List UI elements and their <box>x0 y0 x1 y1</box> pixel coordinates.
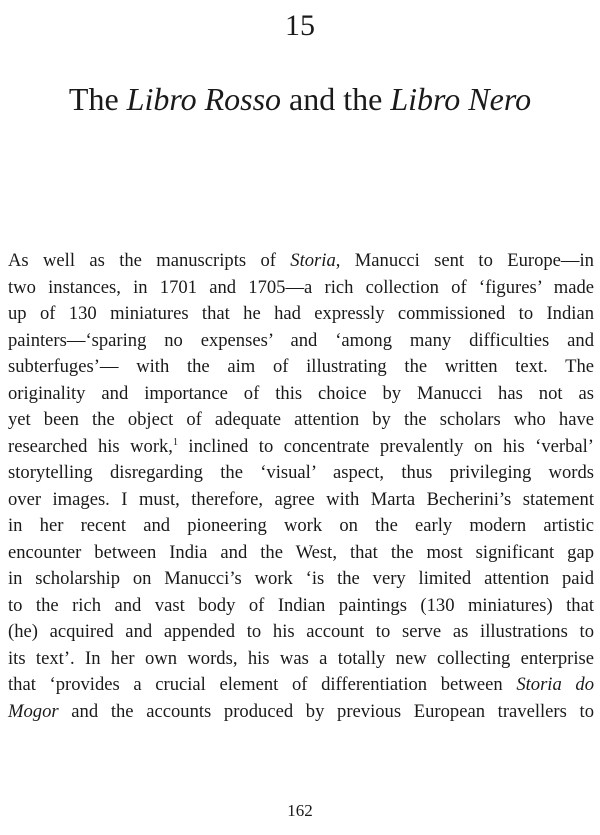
text-line <box>8 513 594 540</box>
body-paragraph <box>8 248 594 725</box>
chapter-title <box>0 78 600 120</box>
text-segment: yet been the object of adequate attention by the scholars who have <box>8 409 594 430</box>
text-line <box>8 646 594 673</box>
text-segment: two instances, in 1701 and 1705—a rich collection of ‘figures’ made <box>8 276 594 298</box>
text-segment: inclined to concentrate prevalently on his ‘verbal’ <box>177 435 594 457</box>
text-segment: subterfuges’— with the aim of illustrating the written text. The <box>8 356 594 377</box>
text-segment: encounter between India and the West, that the most significant gap <box>8 541 594 563</box>
text-line <box>8 275 594 302</box>
page-number: 162 <box>287 801 313 820</box>
text-line <box>8 672 594 699</box>
text-line <box>8 407 594 434</box>
text-segment: up of 130 miniatures that he had expressly commissioned to Indian <box>8 303 594 324</box>
text-line <box>8 593 594 620</box>
text-segment: (he) acquired and appended to his account to serve as illustrations to <box>8 621 594 642</box>
chapter-title-text: and the <box>281 81 391 117</box>
text-segment: in her recent and pioneering work on the early modern artistic <box>8 515 594 536</box>
text-segment: in scholarship on Manucci’s work ‘is the very limited attention paid <box>8 568 594 589</box>
text-line <box>8 460 594 487</box>
text-segment: and the accounts produced by previous European travellers to <box>58 700 594 722</box>
italic-text: Mogor <box>8 700 59 722</box>
italic-text: Storia do <box>516 674 594 695</box>
text-line <box>8 248 594 275</box>
text-segment: its text’. In her own words, his was a totally new collecting enterprise <box>8 647 594 669</box>
text-segment: to the rich and vast body of Indian paintings (130 miniatures) that <box>8 594 594 616</box>
text-segment: originality and importance of this choice by Manucci has not as <box>8 382 594 404</box>
text-line <box>8 354 594 381</box>
text-segment: storytelling disregarding the ‘visual’ aspect, thus privileging words <box>8 462 594 483</box>
italic-text: Storia <box>290 250 336 271</box>
text-segment: As well as the manuscripts of <box>8 250 291 271</box>
text-segment: painters—‘sparing no expenses’ and ‘among many difficulties and <box>8 329 594 351</box>
text-segment: , Manucci sent to Europe—in <box>335 250 594 271</box>
text-segment: that ‘provides a crucial element of differentiation between <box>8 674 517 695</box>
text-line <box>8 301 594 328</box>
text-line <box>8 381 594 408</box>
footnote-marker: 1 <box>172 436 178 448</box>
text-line <box>8 566 594 593</box>
chapter-title-text: The <box>68 81 127 117</box>
text-segment: over images. I must, therefore, agree with Marta Becherini’s statement <box>8 488 594 510</box>
chapter-title-italic: Libro Nero <box>390 81 532 117</box>
chapter-number: 15 <box>285 9 315 42</box>
text-segment: researched his work, <box>8 435 173 457</box>
text-line <box>8 434 594 461</box>
text-line <box>8 540 594 567</box>
text-line <box>8 699 594 726</box>
text-line <box>8 619 594 646</box>
chapter-title-italic: Libro Rosso <box>126 81 282 117</box>
text-line <box>8 487 594 514</box>
text-line <box>8 328 594 355</box>
